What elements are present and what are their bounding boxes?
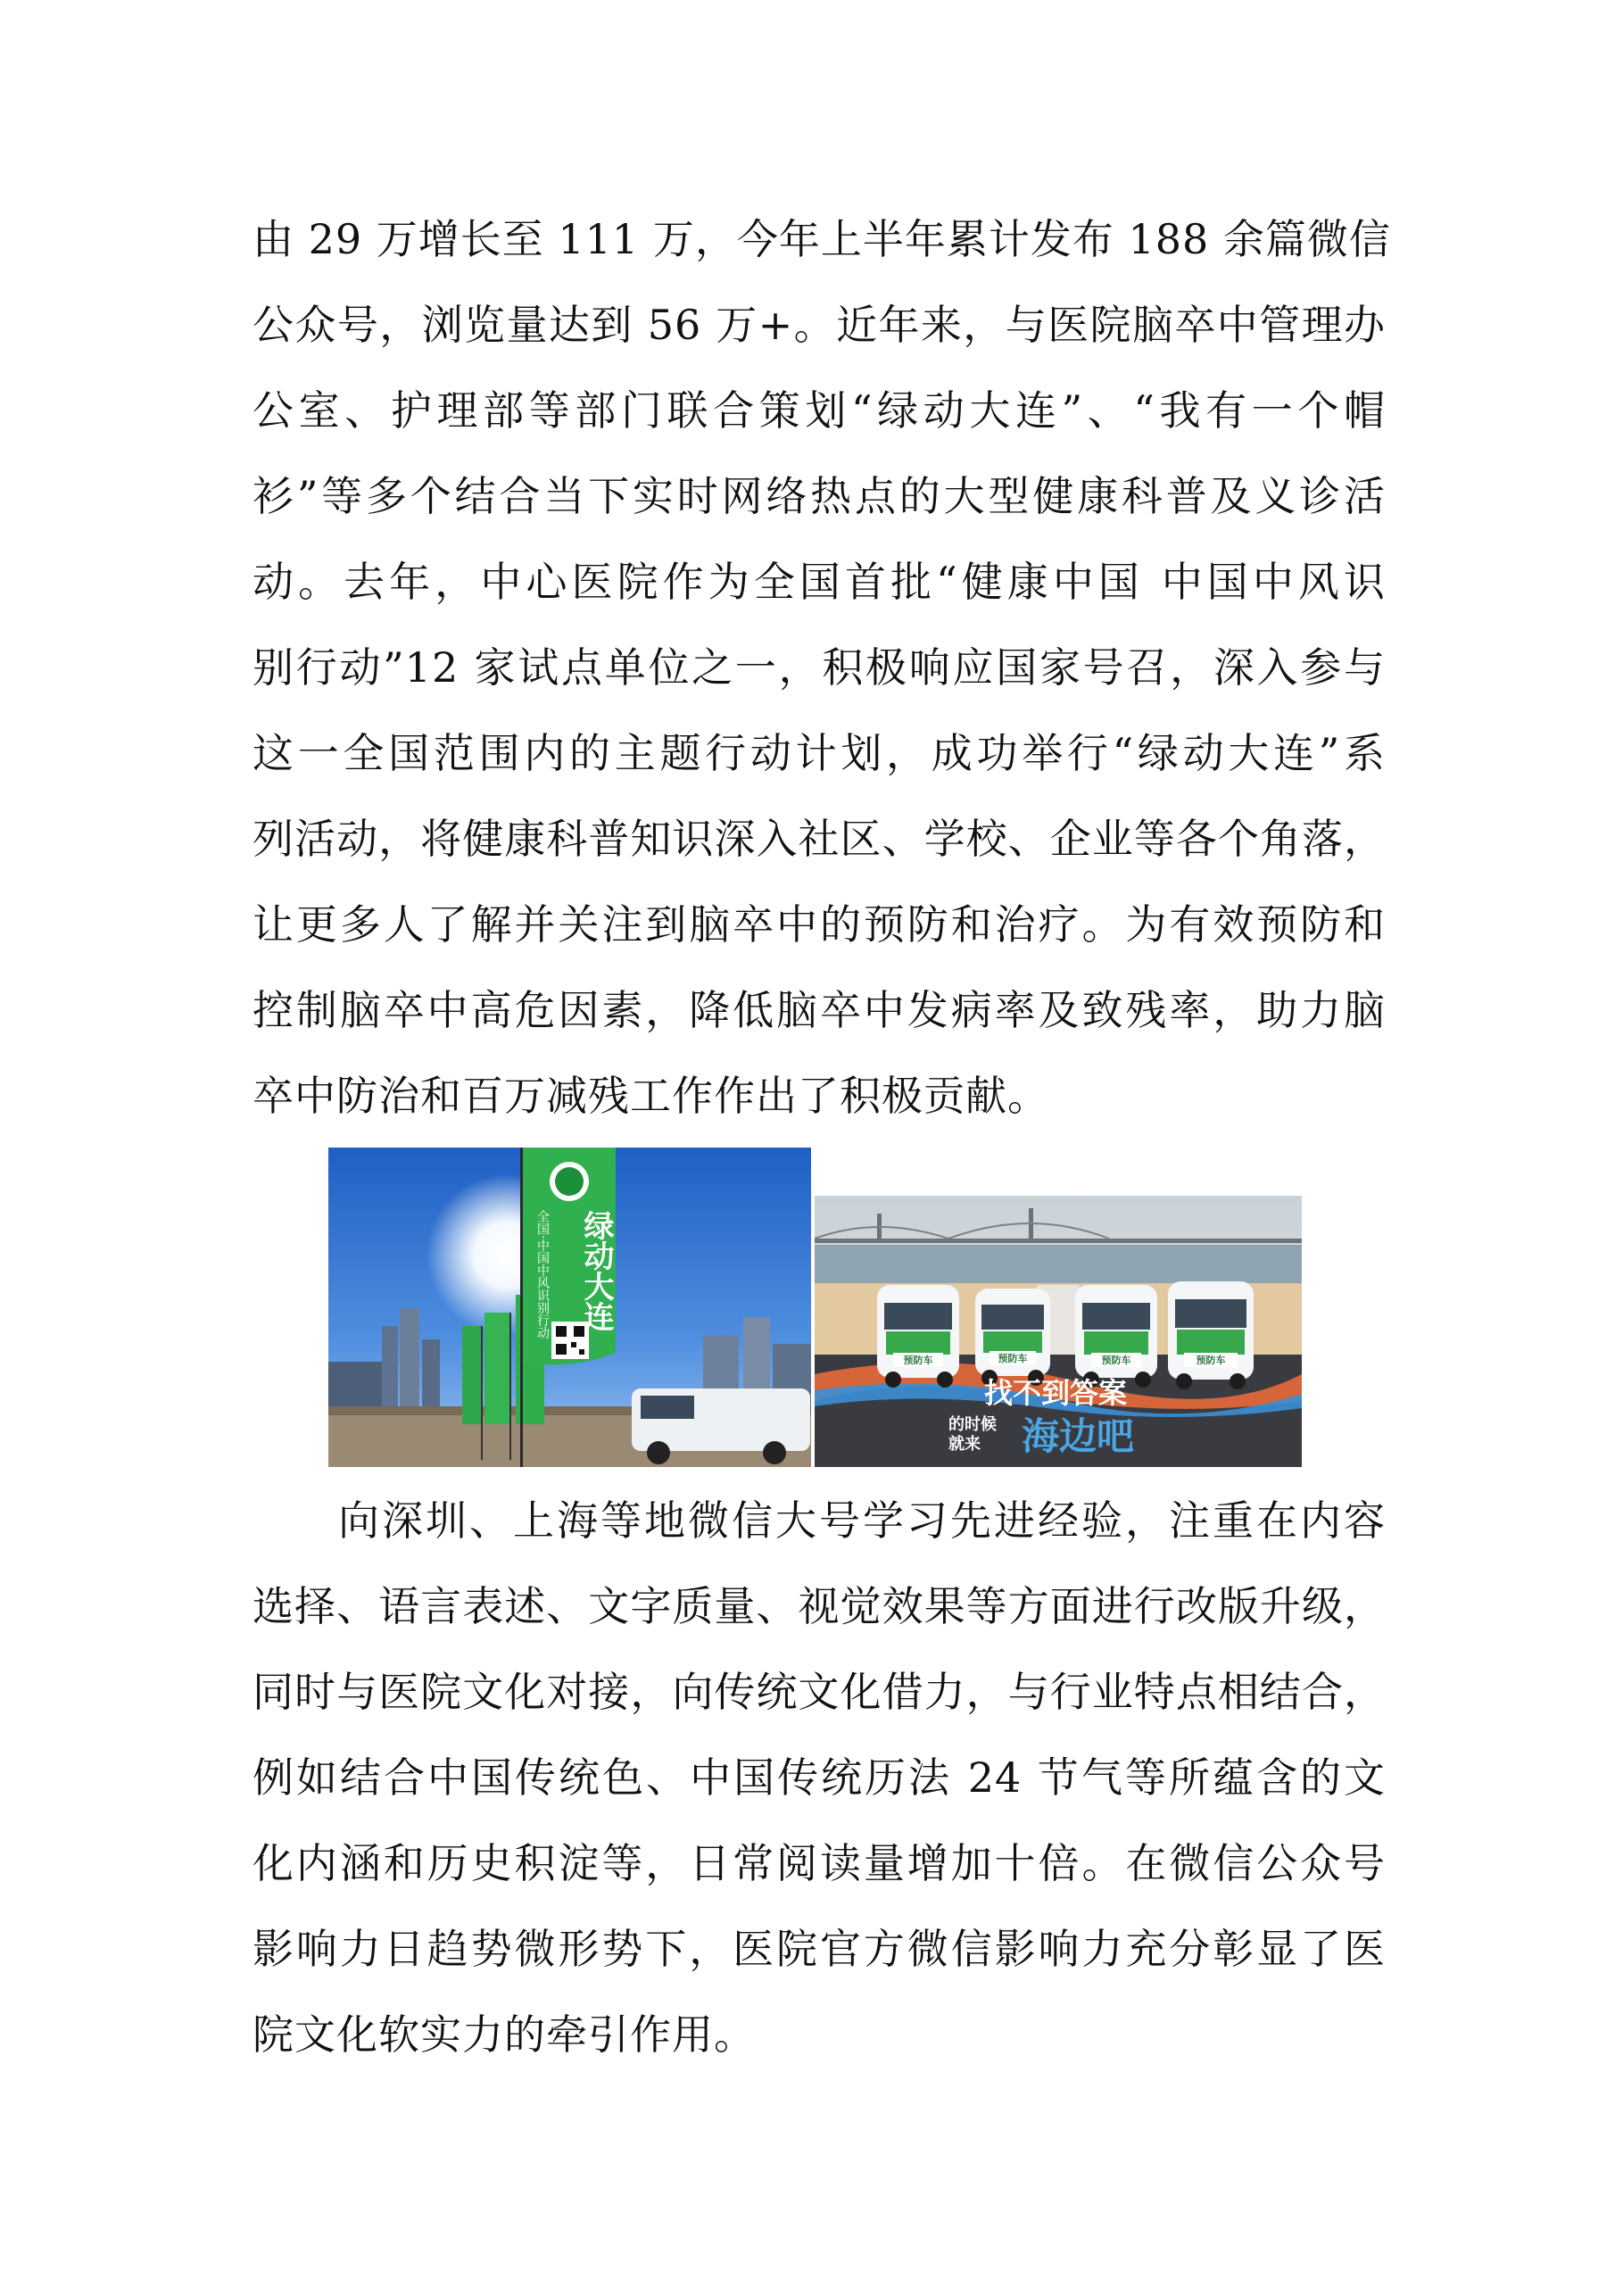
paragraph-line: 同时与医院文化对接，向传统文化借力，与行业特点相结合， [253,1668,1386,1716]
van [975,1289,1050,1386]
paragraph-line: 让更多人了解并关注到脑卒中的预防和治疗。为有效预防和 [253,900,1386,949]
paragraph-line: 化内涵和历史积淀等，日常阅读量增加十倍。在微信公众号 [253,1839,1386,1887]
paragraph-line: 卒中防治和百万减残工作作出了积极贡献。 [253,1072,1049,1120]
paragraph-line: 影响力日趋势微形势下，医院官方微信影响力充分彰显了医 [253,1925,1386,1973]
paragraph-line: 控制脑卒中高危因素，降低脑卒中发病率及致残率，助力脑 [253,986,1386,1034]
photo-seaside-vans [815,1196,1302,1467]
paragraph-line: 动。去年，中心医院作为全国首批“健康中国 中国中风识 [253,558,1386,606]
paragraph-line: 由 29 万增长至 111 万，今年上半年累计发布 188 余篇微信 [253,215,1391,263]
van-label: 预防车 [998,1353,1028,1364]
paragraph-line: 公室、护理部等部门联合策划“绿动大连”、“我有一个帽 [253,386,1386,435]
paragraph-line: 选择、语言表述、文字质量、视觉效果等方面进行改版升级， [253,1582,1386,1630]
van [1168,1281,1254,1389]
photo-green-banners [328,1148,811,1467]
banner-subtitle: 全国·中国中风识别行动 [535,1210,550,1339]
paragraph-line: 公众号，浏览量达到 56 万+。近年来，与医院脑卒中管理办 [253,301,1386,349]
ground-slogan-line-1: 找不到答案 [983,1376,1128,1410]
van-label: 预防车 [1101,1355,1131,1366]
banner-title: 绿动大连 [578,1210,614,1331]
paragraph-2 [253,1478,1386,2077]
paragraph-line: 例如结合中国传统色、中国传统历法 24 节气等所蕴含的文 [253,1753,1386,1802]
ground-slogan-part-b: 就来 [948,1435,981,1454]
paragraph-line: 列活动，将健康科普知识深入社区、学校、企业等各个角落， [253,815,1386,863]
paragraph-line: 这一全国范围内的主题行动计划，成功举行“绿动大连”系 [253,729,1386,777]
paragraph-line: 衫”等多个结合当下实时网络热点的大型健康科普及义诊活 [253,472,1386,520]
van-label: 预防车 [1196,1355,1226,1366]
van-label: 预防车 [903,1355,933,1366]
paragraph-line: 院文化软实力的牵引作用。 [253,2010,756,2059]
van [877,1285,959,1388]
ground-slogan-part-a: 的时候 [948,1415,997,1434]
paragraph-line: 向深圳、上海等地微信大号学习先进经验，注重在内容 [338,1496,1386,1545]
van [1075,1285,1157,1388]
paragraph-1 [253,196,1391,1139]
paragraph-line: 别行动”12 家试点单位之一，积极响应国家号召，深入参与 [253,643,1386,692]
ground-slogan-part-c: 海边吧 [1022,1414,1135,1458]
